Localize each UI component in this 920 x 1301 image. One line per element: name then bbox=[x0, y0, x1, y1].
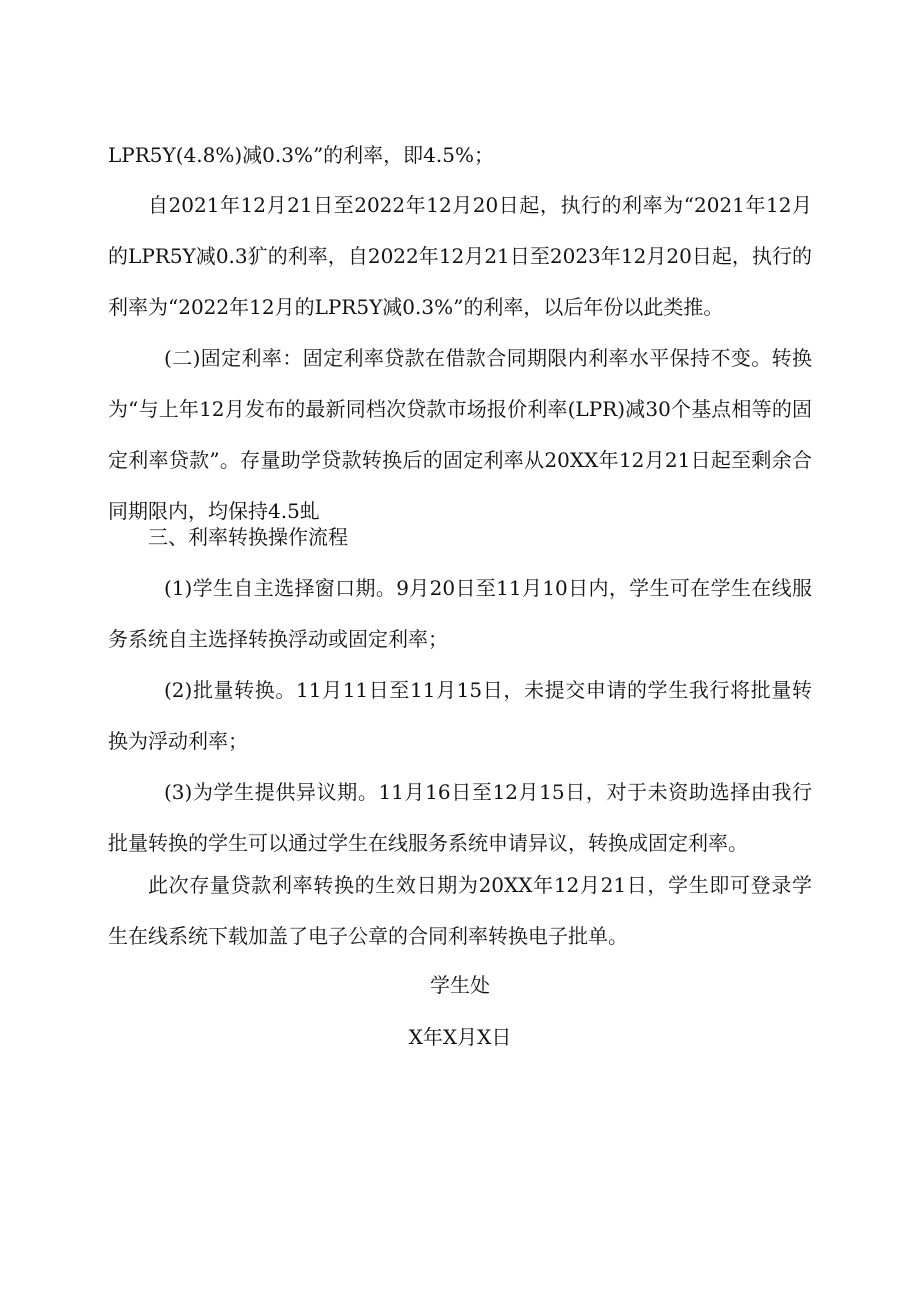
paragraph-fixed-rate: (二)固定利率：固定利率贷款在借款合同期限内利率水平保持不变。转换为“与上年12月发布的最新同档次贷款市场报价利率(LPR)减30个基点相等的固定利率贷款”。存量助学贷款转换后的固定利率从20XX年12月21日起至剩余合同期限内，均保持4.5虬 bbox=[108, 346, 812, 523]
issuer-name: 学生处 bbox=[430, 973, 490, 997]
paragraph-step-1-selection-window: (1)学生自主选择窗口期。9月20日至11月10日内，学生可在学生在线服务系统自主选择转换浮动或固定利率； bbox=[108, 576, 812, 651]
issue-date: X年X月X日 bbox=[408, 1025, 512, 1049]
section-heading-conversion-process: 三、利率转换操作流程 bbox=[148, 525, 348, 549]
paragraph-floating-rate-schedule: 自2021年12月21日至2022年12月20日起，执行的利率为“2021年12月的LPR5Y减0.3犷的利率，自2022年12月21日至2023年12月20日起，执行的利率为“2022年12月的LPR5Y减0.3%”的利率，以后年份以此类推。 bbox=[108, 193, 812, 319]
paragraph-effective-date: 此次存量贷款利率转换的生效日期为20XX年12月21日，学生即可登录学生在线系统下载加盖了电子公章的合同利率转换电子批单。 bbox=[108, 873, 812, 948]
paragraph-step-3-objection-period: (3)为学生提供异议期。11月16日至12月15日，对于未资助选择由我行批量转换的学生可以通过学生在线服务系统申请异议，转换成固定利率。 bbox=[108, 780, 812, 855]
paragraph-lpr-rate-result: LPR5Y(4.8%)减0.3%”的利率，即4.5%； bbox=[108, 143, 494, 167]
paragraph-step-2-batch-conversion: (2)批量转换。11月11日至11月15日，未提交申请的学生我行将批量转换为浮动利率； bbox=[108, 678, 812, 753]
